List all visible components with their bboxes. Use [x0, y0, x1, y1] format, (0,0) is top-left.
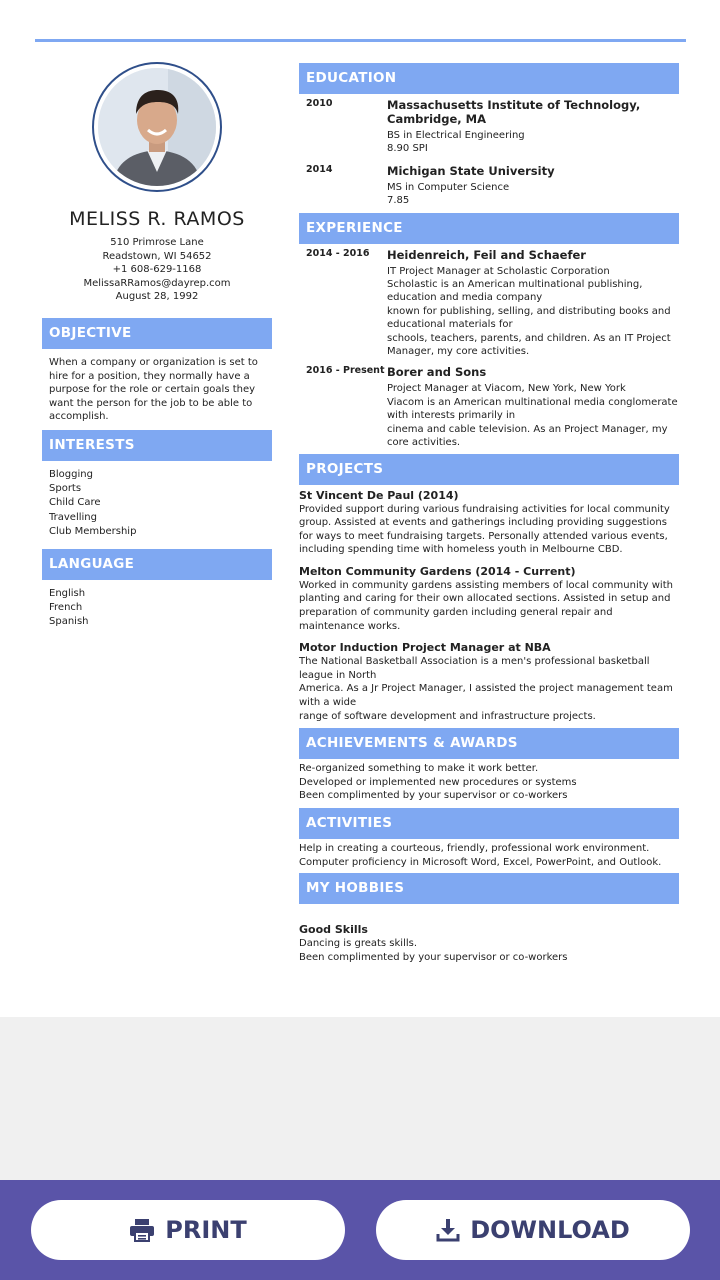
interests-list: [42, 461, 272, 545]
education-entry: [299, 164, 679, 208]
activities-list: [299, 839, 679, 869]
school-name: Massachusetts Institute of Technology, Cambridge, MA: [387, 98, 641, 126]
experience-line: schools, teachers, parents, and children. As an IT Project Manager, my core activities.: [387, 332, 671, 358]
experience-line: known for publishing, selling, and distributing books and educational materials for: [387, 305, 671, 331]
experience-period: 2016 - Present: [306, 365, 385, 377]
project-line: America. As a Jr Project Manager, I assisted the project management team with a wide: [299, 683, 673, 709]
download-button[interactable]: [376, 1200, 690, 1260]
project-title: Melton Community Gardens (2014 - Current): [299, 564, 576, 578]
list-item: Been complimented by your supervisor or co-workers: [299, 790, 568, 802]
project-line: range of software development and infrastructure projects.: [299, 710, 596, 722]
degree: BS in Electrical Engineering: [387, 130, 525, 141]
experience-line: cinema and cable television. As an Project Manager, my core activities.: [387, 423, 668, 449]
projects-heading: PROJECTS: [299, 454, 679, 485]
project-title: St Vincent De Paul (2014): [299, 488, 459, 502]
list-item: Sports: [49, 483, 82, 495]
objective-text: When a company or organization is set to hire for a position, they normally have a purpose for the role or certain goals they want the person for the job to be able to accomplish.: [49, 356, 258, 423]
project-line: The National Basketball Association is a men's professional basketball league in North: [299, 656, 650, 681]
company-name: Borer and Sons: [387, 365, 487, 380]
hobby-heading: Good Skills: [299, 923, 368, 937]
avatar: [92, 62, 222, 192]
list-item: Computer proficiency in Microsoft Word, Excel, PowerPoint, and Outlook.: [299, 856, 662, 868]
contact-info: [42, 236, 272, 304]
action-bar: [0, 1180, 720, 1280]
interests-heading: INTERESTS: [42, 430, 272, 461]
list-item: Been complimented by your supervisor or co-workers: [299, 951, 568, 963]
print-button[interactable]: [31, 1200, 345, 1260]
experience-period: 2014 - 2016: [306, 247, 370, 259]
list-item: Club Membership: [49, 525, 137, 537]
right-column: [299, 63, 679, 964]
project-title: Motor Induction Project Manager at NBA: [299, 641, 551, 655]
list-item: Travelling: [49, 511, 97, 523]
top-divider: [35, 39, 686, 42]
experience-line: Project Manager at Viacom, New York, New York: [387, 383, 626, 395]
hobbies-entry: [299, 923, 679, 964]
project-description: Worked in community gardens assisting members of local community with planting and caring for their own allocated sections. Assisted in setup and preparation of community garden including general repair and maintenance works.: [299, 579, 673, 632]
email: MelissaRRamos@dayrep.com: [83, 277, 231, 289]
education-heading: EDUCATION: [299, 63, 679, 94]
language-list: [42, 580, 272, 636]
education-year: 2010: [306, 98, 333, 109]
experience-line: Scholastic is an American multinational publishing, education and media company: [387, 279, 643, 304]
experience-line: IT Project Manager at Scholastic Corporation: [387, 265, 610, 277]
experience-heading: EXPERIENCE: [299, 213, 679, 244]
list-item: Help in creating a courteous, friendly, professional work environment.: [299, 843, 650, 854]
download-label: DOWNLOAD: [470, 1216, 630, 1244]
left-column: [42, 62, 272, 636]
candidate-name: MELISS R. RAMOS: [69, 208, 245, 230]
company-name: Heidenreich, Feil and Schaefer: [387, 247, 586, 262]
download-icon: [436, 1218, 460, 1242]
list-item: Developed or implemented new procedures or systems: [299, 776, 577, 788]
score: 7.85: [387, 195, 410, 207]
address-line-1: 510 Primrose Lane: [110, 237, 204, 248]
date-of-birth: August 28, 1992: [115, 291, 199, 303]
language-heading: LANGUAGE: [42, 549, 272, 580]
list-item: Re-organized something to make it work better.: [299, 763, 539, 775]
experience-entry: [299, 365, 679, 449]
education-year: 2014: [306, 163, 333, 175]
project-description: Provided support during various fundraising activities for local community group. Assisted at events and gatherings including providing suggestions for ways to meet fundraising targets. Personally attended various events, including spending time with homeless youth in Melbourne CBD.: [299, 503, 670, 556]
project-entry: [299, 641, 679, 723]
experience-line: Viacom is an American multinational media conglomerate with interests primarily in: [387, 396, 678, 422]
hobbies-heading: MY HOBBIES: [299, 873, 679, 904]
list-item: Child Care: [49, 497, 101, 509]
list-item: Dancing is greats skills.: [299, 938, 418, 950]
project-entry: [299, 565, 679, 633]
achievements-list: [299, 759, 679, 803]
objective-heading: OBJECTIVE: [42, 318, 272, 349]
achievements-heading: ACHIEVEMENTS & AWARDS: [299, 728, 679, 759]
profile-photo: [98, 68, 216, 186]
printer-icon: [129, 1218, 155, 1242]
education-entry: [299, 98, 679, 156]
activities-heading: ACTIVITIES: [299, 808, 679, 839]
list-item: Blogging: [49, 468, 93, 480]
address-line-2: Readstown, WI 54652: [102, 250, 212, 262]
person-photo-icon: [98, 68, 216, 186]
school-name: Michigan State University: [387, 163, 555, 178]
experience-entry: [299, 248, 679, 359]
project-entry: [299, 489, 679, 557]
list-item: English: [49, 587, 86, 599]
list-item: Spanish: [49, 616, 89, 628]
score: 8.90 SPI: [387, 143, 428, 155]
list-item: French: [49, 602, 83, 614]
phone: +1 608-629-1168: [112, 264, 202, 276]
degree: MS in Computer Science: [387, 181, 510, 193]
print-label: PRINT: [165, 1216, 247, 1244]
